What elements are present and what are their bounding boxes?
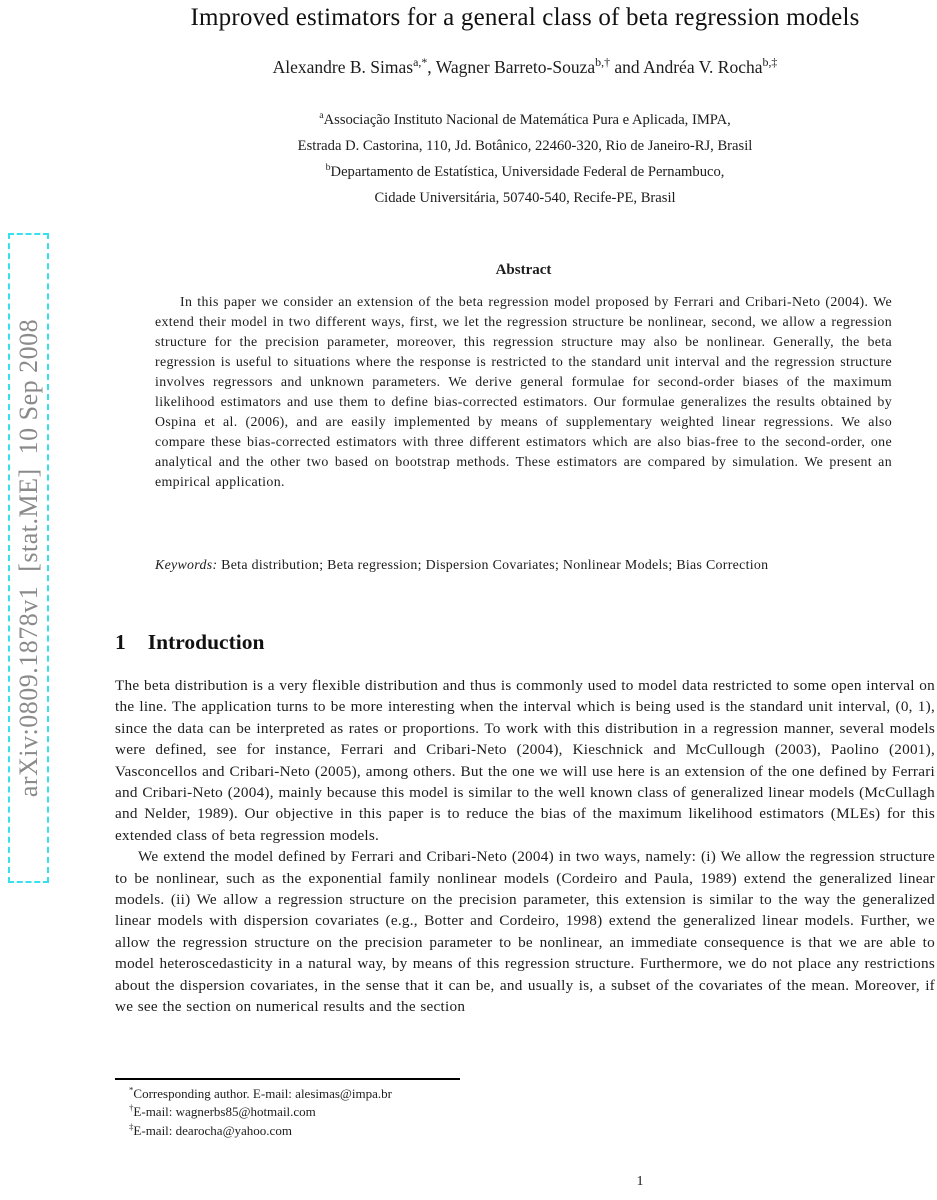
author-line — [115, 57, 935, 78]
affiliation-text-1: Associação Instituto Nacional de Matemática Pura e Aplicada, IMPA, — [323, 112, 731, 128]
footnote-3 — [115, 1122, 935, 1140]
author-separator-2: and — [610, 57, 644, 77]
author-separator-1: , — [427, 57, 436, 77]
footnote-2 — [115, 1103, 935, 1121]
footnote-text-3: E-mail: dearocha@yahoo.com — [133, 1122, 292, 1138]
affiliation-line-3 — [115, 159, 935, 185]
footnote-marker-2: † — [129, 1102, 134, 1113]
footnote-rule — [115, 1078, 460, 1080]
footnote-block — [115, 1078, 935, 1140]
intro-paragraph-2: We extend the model defined by Ferrari and Cribari-Neto (2004) in two ways, namely: (i) We allow the regression structure to be nonlinear, such as the exponential family nonlinear models (Cordeiro and Paula, 1989) extend the generalized linear models. (ii) We allow a regression structure on the precision parameter, this extension is similar to the way the generalized linear models with dispersion covariates (e.g., Botter and Cordeiro, 1998) extend the generalized linear models. Further, we allow the regression structure on the precision parameter to be nonlinear, an immediate consequence is that we are able to model heteroscedasticity in a natural way, by means of this regression structure. Furthermore, we do not place any restrictions about the dispersion covariates, in the sense that it can be, and usually is, a subset of the covariates of the mean. Moreover, if we see the section on numerical results and the section — [115, 848, 935, 1016]
affiliation-text-4: Cidade Universitária, 50740-540, Recife-PE, Brasil — [374, 190, 676, 206]
author-name-2: Wagner Barreto-Souza — [435, 57, 596, 77]
author-superscript-1: a,* — [413, 55, 428, 70]
section-title: Introduction — [147, 630, 265, 654]
author-name-3: Andréa V. Rocha — [643, 57, 763, 77]
footnote-1 — [115, 1085, 935, 1103]
affiliation-line-2 — [115, 133, 935, 159]
author-name-1: Alexandre B. Simas — [272, 57, 414, 77]
intro-paragraph-1: The beta distribution is a very flexible distribution and thus is commonly used to model data restricted to some open interval on the line. The application turns to be more interesting when the interval which is being used is the standard unit interval, (0, 1), since the data can be interpreted as rates or proportions. To work with this distribution in a regression manner, several models were defined, see for instance, Ferrari and Cribari-Neto (2004), Kieschnick and McCullough (2003), Paolino (2001), Vasconcellos and Cribari-Neto (2005), among others. But the one we will use here is an extension of the one defined by Ferrari and Cribari-Neto (2004), mainly because this model is similar to the well known class of generalized linear models (McCullagh and Nelder, 1989). Our objective in this paper is to reduce the bias of the maximum likelihood estimators (MLEs) for this extended class of beta regression models. — [115, 677, 935, 844]
footnote-marker-1: * — [129, 1084, 134, 1095]
paper-title: Improved estimators for a general class of beta regression models — [190, 4, 860, 31]
affiliations — [115, 107, 935, 211]
author-superscript-3: b,‡ — [762, 55, 778, 70]
keywords-block — [155, 556, 892, 577]
paper-content — [115, 0, 935, 1189]
arxiv-identifier-watermark: arXiv:0809.1878v1 [stat.ME] 10 Sep 2008 — [13, 318, 43, 798]
author-superscript-2: b,† — [595, 55, 611, 70]
abstract-text: In this paper we consider an extension of the beta regression model proposed by Ferrari and Cribari-Neto (2004). We extend their model in two different ways, first, we let the regression structure be nonlinear, second, we allow a regression structure for the precision parameter, moreover, this regression structure may also be nonlinear. Generally, the beta regression is useful to situations where the response is restricted to the standard unit interval and the regression structure involves regressors and unknown parameters. We derive general formulae for second-order biases of the maximum likelihood estimators and use them to define bias-corrected estimators. Our formulae generalizes the results obtained by Ospina et al. (2006), and are easily implemented by means of supplementary weighted linear regressions. We also compare these bias-corrected estimators with three different estimators which are also bias-free to the second-order, one analytical and the other two based on bootstrap methods. These estimators are compared by simulation. We present an empirical application. — [155, 295, 892, 490]
keywords-text: Beta distribution; Beta regression; Dispersion Covariates; Nonlinear Models; Bias Correction — [217, 558, 769, 573]
abstract-heading: Abstract — [495, 262, 552, 278]
keywords-label: Keywords: — [155, 558, 218, 573]
footnote-marker-3: ‡ — [129, 1121, 134, 1132]
footnote-text-2: E-mail: wagnerbs85@hotmail.com — [133, 1104, 316, 1120]
arxiv-watermark-box — [8, 233, 49, 883]
page-number: 1 — [636, 1174, 644, 1189]
section-heading — [115, 630, 935, 655]
affiliation-text-2: Estrada D. Castorina, 110, Jd. Botânico, 22460-320, Rio de Janeiro-RJ, Brasil — [297, 138, 753, 154]
introduction-section — [115, 630, 935, 1018]
abstract-section — [155, 262, 892, 493]
footnote-text-1: Corresponding author. E-mail: alesimas@impa.br — [133, 1086, 392, 1101]
affiliation-line-4 — [115, 185, 935, 211]
affiliation-line-1 — [115, 107, 935, 133]
affiliation-text-3: Departamento de Estatística, Universidade Federal de Pernambuco, — [330, 164, 725, 180]
section-number: 1 — [115, 630, 126, 654]
affiliation-superscript-1: a — [319, 110, 324, 122]
affiliation-superscript-3: b — [325, 162, 331, 174]
